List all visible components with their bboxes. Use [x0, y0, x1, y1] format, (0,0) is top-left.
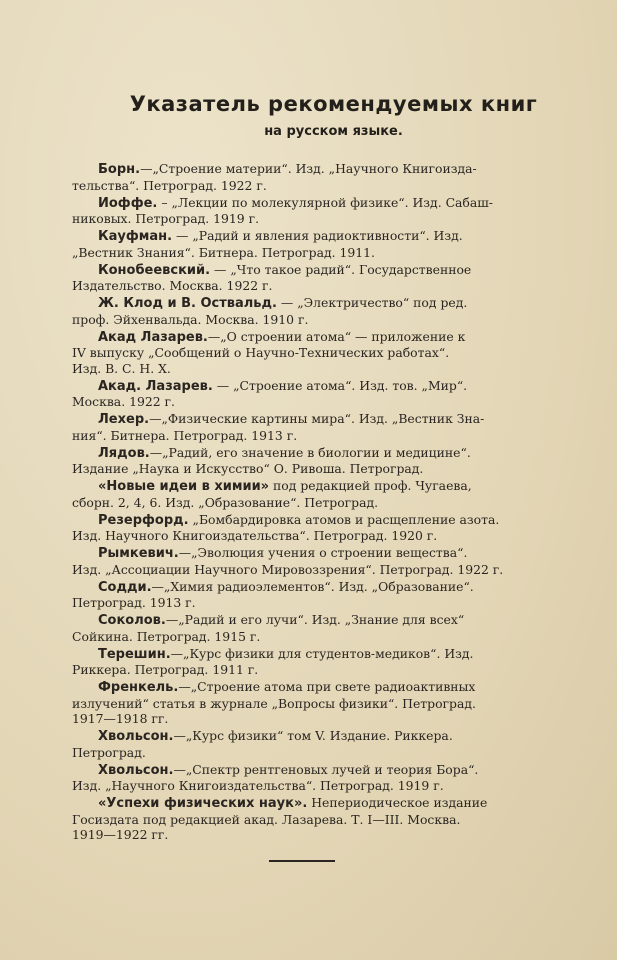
entry-line	[98, 411, 569, 428]
entry-text: — „Строение атома“. Изд. тов. „Мир“.	[212, 377, 468, 393]
bibliography-entry	[72, 795, 569, 843]
entry-line: Издательство. Москва. 1922 г.	[72, 278, 273, 293]
bibliography-list	[72, 161, 569, 843]
entry-line: Изд. „Ассоциации Научного Мировоззрения“. Петроград. 1922 г.	[72, 561, 504, 577]
entry-line	[98, 329, 569, 346]
entry-author: Резерфорд.	[98, 512, 189, 528]
entry-author: Акад Лазарев.	[98, 329, 208, 345]
entry-author: Хвольсон.	[98, 729, 174, 744]
entry-line: тельства“. Петроград. 1922 г.	[72, 177, 267, 193]
entry-line: IV выпуску „Сообщений о Научно-Технических работах“.	[72, 345, 450, 360]
entry-text: — „Что такое радий“. Государственное	[210, 261, 472, 277]
entry-author: Лядов.	[98, 445, 150, 461]
entry-author: Иоффе.	[98, 195, 158, 211]
entry-text: —„Химия радиоэлементов“. Изд. „Образование“.	[151, 578, 474, 594]
bibliography-entry	[72, 478, 569, 510]
entry-text: —„О строении атома“ — приложение к	[207, 328, 466, 344]
bibliography-entry	[72, 511, 569, 544]
entry-line: „Вестник Знания“. Битнера. Петроград. 1911.	[72, 244, 375, 260]
entry-text: „Бомбардировка атомов и расщепление азота.	[188, 511, 500, 527]
entry-text: – „Лекции по молекулярной физике“. Изд. Сабаш-	[157, 194, 493, 210]
bibliography-entry	[72, 578, 569, 611]
bibliography-entry	[72, 645, 569, 678]
entry-line	[98, 646, 569, 663]
bibliography-entry	[72, 679, 569, 727]
entry-line	[98, 295, 569, 312]
entry-line	[98, 195, 569, 212]
entry-line	[98, 762, 569, 779]
bibliography-entry	[72, 194, 569, 227]
bibliography-entry	[72, 761, 569, 794]
entry-author: «Новые идеи в химии»	[98, 479, 270, 494]
bibliography-entry	[72, 612, 569, 644]
entry-author: Терешин.	[98, 646, 171, 662]
entry-author: Кауфман.	[98, 229, 173, 244]
closing-rule	[269, 860, 335, 862]
entry-author: Содди.	[98, 579, 152, 595]
entry-author: Акад. Лазарев.	[98, 378, 213, 394]
entry-line	[98, 228, 569, 245]
entry-author: Соколов.	[98, 613, 166, 628]
entry-author: Хвольсон.	[98, 762, 174, 778]
bibliography-entry	[72, 545, 569, 577]
entry-line: Изд. „Научного Книгоиздательства“. Петроград. 1919 г.	[72, 778, 444, 793]
bibliography-entry	[72, 728, 569, 760]
entry-author: Лехер.	[98, 412, 150, 427]
entry-line: Риккера. Петроград. 1911 г.	[72, 662, 259, 677]
entry-line	[98, 478, 569, 495]
entry-line	[98, 262, 569, 279]
entry-author: Борн.	[98, 162, 141, 177]
entry-line	[98, 579, 569, 596]
entry-line: Москва. 1922 г.	[72, 394, 175, 409]
entry-text: —„Курс физики для студентов-медиков“. Изд.	[170, 645, 474, 661]
entry-line: 1917—1918 гг.	[72, 711, 169, 726]
entry-line	[98, 728, 569, 745]
entry-line	[98, 378, 569, 395]
bibliography-entry	[72, 161, 569, 193]
entry-author: «Успехи физических наук».	[98, 796, 308, 811]
entry-line: проф. Эйхенвальда. Москва. 1910 г.	[72, 311, 309, 327]
bibliography-entry	[72, 328, 569, 377]
entry-line	[98, 161, 569, 178]
entry-author: Ж. Клод и В. Оствальд.	[98, 296, 277, 311]
entry-text: — „Электричество“ под ред.	[276, 295, 468, 310]
entry-line: Петроград. 1913 г.	[72, 595, 196, 610]
entry-line: никовых. Петроград. 1919 г.	[72, 211, 260, 226]
entry-text: — „Радий и явления радиоктивности“. Изд.	[172, 228, 463, 243]
page-subtitle: на русском языке.	[264, 124, 403, 139]
bibliography-entry	[72, 261, 569, 294]
bibliography-entry	[72, 295, 569, 327]
page-title: Указатель рекомендуемых книг	[129, 92, 538, 116]
entry-line: Издание „Наука и Искусство“ О. Ривоша. Петроград.	[72, 461, 424, 476]
entry-line: Госиздата под редакцией акад. Лазарева. Т. I—III. Москва.	[72, 811, 461, 827]
entry-line: Петроград.	[72, 744, 146, 760]
entry-text: —„Строение материи“. Изд. „Научного Книгоизда-	[140, 161, 477, 176]
entry-line	[98, 795, 569, 812]
entry-author: Конобеевский.	[98, 262, 211, 278]
entry-line: Сойкина. Петроград. 1915 г.	[72, 628, 261, 644]
entry-line: Изд. В. С. Н. Х.	[72, 360, 171, 376]
entry-text: —„Строение атома при свете радиоактивных	[178, 679, 476, 694]
entry-text: —„Физические картины мира“. Изд. „Вестник Зна-	[149, 411, 485, 426]
entry-line	[98, 512, 569, 529]
entry-text: под редакцией проф. Чугаева,	[269, 478, 472, 493]
entry-line	[98, 612, 569, 629]
entry-author: Френкель.	[98, 680, 179, 695]
entry-line: сборн. 2, 4, 6. Изд. „Образование“. Петроград.	[72, 494, 379, 510]
bibliography-entry	[72, 411, 569, 443]
entry-text: —„Радий и его лучи“. Изд. „Знание для всех“	[165, 612, 465, 627]
entry-author: Рымкевич.	[98, 546, 179, 561]
entry-text: —„Спектр рентгеновых лучей и теория Бора“.	[173, 761, 479, 777]
entry-text: Непериодическое издание	[307, 795, 488, 810]
entry-text: —„Эволюция учения о строении вещества“.	[178, 545, 468, 560]
entry-text: —„Курс физики“ том V. Издание. Риккера.	[173, 728, 453, 743]
bibliography-entry	[72, 228, 569, 260]
bibliography-entry	[72, 444, 569, 477]
entry-line: излучений“ статья в журнале „Вопросы физики“. Петроград.	[72, 695, 476, 711]
entry-line	[98, 679, 569, 696]
entry-text: —„Радий, его значение в биологии и медицине“.	[149, 444, 471, 460]
entry-line	[98, 545, 569, 562]
entry-line: 1919—1922 гг.	[72, 827, 169, 842]
entry-line	[98, 445, 569, 462]
bibliography-entry	[72, 377, 569, 410]
entry-line: ния“. Битнера. Петроград. 1913 г.	[72, 427, 298, 443]
entry-line: Изд. Научного Книгоиздательства“. Петроград. 1920 г.	[72, 528, 438, 543]
